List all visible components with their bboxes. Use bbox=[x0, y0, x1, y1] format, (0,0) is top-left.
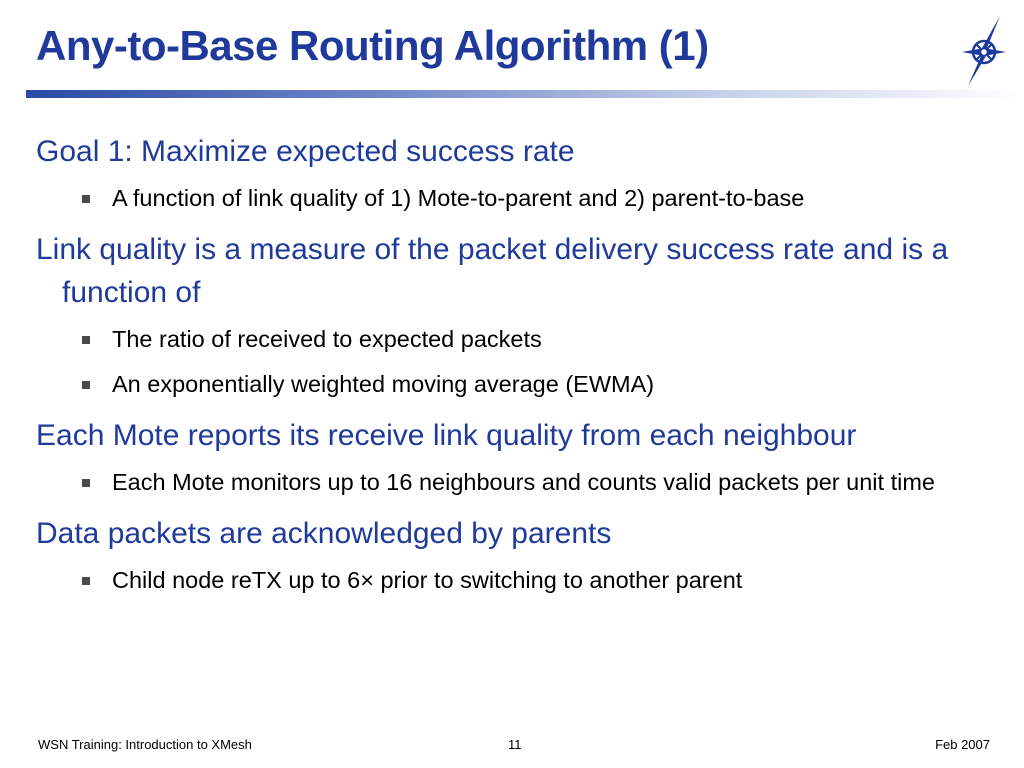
sub-point-text: The ratio of received to expected packets bbox=[112, 326, 542, 352]
footer-course-title: WSN Training: Introduction to XMesh bbox=[38, 737, 252, 752]
sub-point-ewma bbox=[36, 365, 996, 404]
sub-point-neighbour-monitoring bbox=[36, 463, 996, 502]
sub-point-link-quality-function bbox=[36, 179, 996, 218]
sub-point-text: Child node reTX up to 6× prior to switching to another parent bbox=[112, 567, 743, 593]
sub-point-retransmission bbox=[36, 561, 996, 600]
slide-title: Any-to-Base Routing Algorithm (1) bbox=[36, 22, 709, 69]
square-bullet-icon bbox=[82, 381, 90, 389]
sub-point-text: An exponentially weighted moving average (EWMA) bbox=[112, 371, 655, 397]
point-acknowledgement: Data packets are acknowledged by parents bbox=[36, 517, 612, 550]
compass-rose-icon bbox=[956, 14, 1012, 88]
square-bullet-icon bbox=[82, 336, 90, 344]
sub-point-text: Each Mote monitors up to 16 neighbours and counts valid packets per unit time bbox=[112, 469, 935, 495]
square-bullet-icon bbox=[82, 195, 90, 203]
sub-point-ratio bbox=[36, 320, 996, 359]
square-bullet-icon bbox=[82, 577, 90, 585]
point-mote-reports: Each Mote reports its receive link quality from each neighbour bbox=[36, 419, 857, 452]
slide-body bbox=[36, 130, 996, 606]
title-underline-rule bbox=[26, 90, 1024, 98]
footer-page-number: 11 bbox=[508, 737, 522, 752]
point-link-quality: Link quality is a measure of the packet delivery success rate and is a function of bbox=[36, 233, 949, 309]
sub-point-text: A function of link quality of 1) Mote-to-parent and 2) parent-to-base bbox=[112, 185, 805, 211]
footer-date: Feb 2007 bbox=[935, 737, 990, 752]
point-goal: Goal 1: Maximize expected success rate bbox=[36, 135, 575, 168]
square-bullet-icon bbox=[82, 479, 90, 487]
